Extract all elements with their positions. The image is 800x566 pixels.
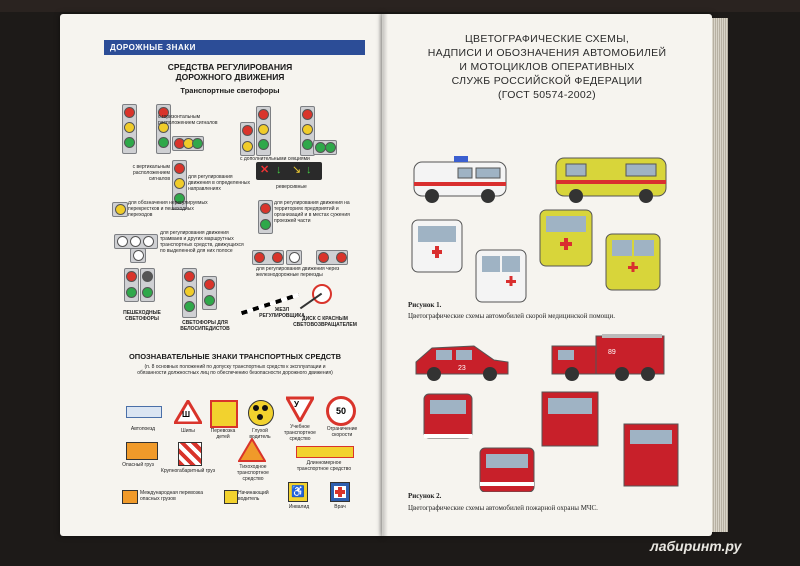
label-enterprises: для регулирования движения на территориях предприятий и организаций и в местах сужения проезжей части [274, 200, 350, 224]
label-training: Учебное транспортное средство [284, 424, 316, 442]
traffic-light-vertical-2 [156, 104, 171, 154]
label-crossings: для обозначения нерегулируемых перекрестков и пешеходных переходов [128, 200, 208, 218]
cyclist-light-1 [182, 268, 197, 318]
pedestrian-light-2 [140, 268, 155, 302]
deaf-sign [248, 400, 274, 426]
cyclist-light-2 [202, 276, 217, 310]
label-studs: Шипы [181, 428, 195, 434]
left-page [60, 14, 382, 536]
traffic-light-horizontal [172, 136, 204, 151]
label-reversible: реверсивные [276, 184, 307, 190]
id-signs-title: ОПОЗНАВАТЕЛЬНЫЕ ЗНАКИ ТРАНСПОРТНЫХ СРЕДСТВ [128, 352, 342, 361]
traffic-light-extra-1 [240, 122, 255, 156]
label-beginner: Начинающий водитель [238, 490, 269, 502]
car-number-b: 89 [608, 349, 616, 356]
traffic-light-enterprise [258, 200, 273, 234]
section-header: ДОРОЖНЫЕ ЗНАКИ [104, 40, 365, 55]
fire-figure [412, 332, 692, 492]
label-oversized: Крупногабаритный груз [160, 468, 216, 474]
rail-light-2 [286, 250, 302, 265]
ambulance-figure [406, 134, 696, 314]
id-signs-subtitle: (п. 8 основных положений по допуску транспортных средств к эксплуатации и обязанности должностных лиц по обеспечению безопасности дорожного движения) [137, 364, 333, 376]
traffic-light-extra-4 [313, 140, 337, 155]
tram-light-bottom [130, 248, 146, 263]
children-sign [210, 400, 238, 428]
autopoezd-sign [126, 406, 162, 418]
label-autopoezd: Автопоезд [130, 426, 156, 432]
slow-sign [238, 438, 266, 462]
training-letter: У [294, 400, 299, 409]
label-directions: для регулирования движения в определенных направлениях [188, 174, 250, 192]
studs-letter: Ш [182, 410, 191, 419]
disabled-icon: ♿ [288, 482, 308, 502]
beginner-sign [224, 490, 238, 504]
right-title-line4: СЛУЖБ РОССИЙСКОЙ ФЕДЕРАЦИИ [451, 75, 643, 87]
doctor-sign [330, 482, 350, 502]
label-speed: Ограничение скорости [326, 426, 358, 438]
label-disk: ДИСК С КРАСНЫМ СВЕТОВОЗВРАЩАТЕЛЕМ [293, 316, 357, 328]
label-pedestrian: ПЕШЕХОДНЫЕ СВЕТОФОРЫ [123, 310, 161, 322]
background-strip [0, 0, 800, 12]
label-vertical: с вертикальным расположением сигналов [132, 164, 170, 182]
tram-light-top [114, 234, 158, 249]
training-sign [286, 396, 314, 422]
title-line1: СРЕДСТВА РЕГУЛИРОВАНИЯ [167, 62, 293, 72]
fig1-label: Рисунок 1. [408, 301, 442, 309]
traffic-light-vertical [122, 104, 137, 154]
label-long: Длинномерное транспортное средство [296, 460, 352, 472]
label-cyclists: СВЕТОФОРЫ ДЛЯ ВЕЛОСИПЕДИСТОВ [180, 320, 230, 332]
right-page [382, 14, 712, 536]
label-rail: для регулирования движения через железнодорожные переезды [256, 266, 340, 278]
traffic-light-extra-2 [256, 106, 271, 156]
label-doctor: Врач [334, 504, 346, 510]
label-horizontal: с горизонтальным расположением сигналов [158, 114, 218, 126]
page-edges [712, 18, 728, 532]
car-number-a: 23 [458, 365, 466, 372]
right-title-line2: НАДПИСИ И ОБОЗНАЧЕНИЯ АВТОМОБИЛЕЙ [427, 47, 667, 59]
regulation-title [100, 62, 360, 82]
title-line2: ДОРОЖНОГО ДВИЖЕНИЯ [175, 72, 285, 82]
label-children: Перевозка детей [210, 428, 236, 440]
right-title-line5: (ГОСТ 50574-2002) [498, 89, 596, 101]
fig2-caption: Цветографические схемы автомобилей пожарной охраны МЧС. [408, 504, 598, 512]
traffic-lights-subtitle: Транспортные светофоры [180, 86, 280, 95]
label-trams: для регулирования движения трамваев и других маршрутных транспортных средств, движущихся по выделенной для них полосе [160, 230, 244, 254]
right-title-line1: ЦВЕТОГРАФИЧЕСКИЕ СХЕМЫ, [464, 33, 630, 45]
label-disabled: Инвалид [288, 504, 310, 510]
label-additional-sections: с дополнительными секциями [240, 156, 310, 162]
rail-light [252, 250, 284, 265]
international-sign [122, 490, 138, 504]
label-dangerous: Опасный груз [122, 462, 154, 468]
dangerous-sign [126, 442, 158, 460]
traffic-light-crossing [112, 202, 128, 217]
book-gutter [378, 14, 388, 536]
long-vehicle-sign [296, 446, 354, 458]
fig1-caption: Цветографические схемы автомобилей скорой медицинской помощи. [408, 312, 616, 320]
fig2-label: Рисунок 2. [408, 492, 442, 500]
label-deaf: Глухой водитель [249, 428, 271, 440]
right-title [402, 32, 692, 102]
watermark: лабиринт.ру [650, 538, 742, 554]
pedestrian-light-1 [124, 268, 139, 302]
right-title-line3: И МОТОЦИКЛОВ ОПЕРАТИВНЫХ [459, 61, 635, 73]
label-international: Международная перевозка опасных грузов [140, 490, 204, 502]
label-baton: ЖЕЗЛ РЕГУЛИРОВЩИКА [259, 307, 305, 319]
reversible-light: ✕ ↓ ↘ ↓ [256, 162, 322, 180]
label-slow: Тихоходное транспортное средство [237, 464, 269, 482]
rail-light-3 [316, 250, 348, 265]
oversized-sign [178, 442, 202, 466]
speed-sign: 50 [326, 396, 356, 426]
